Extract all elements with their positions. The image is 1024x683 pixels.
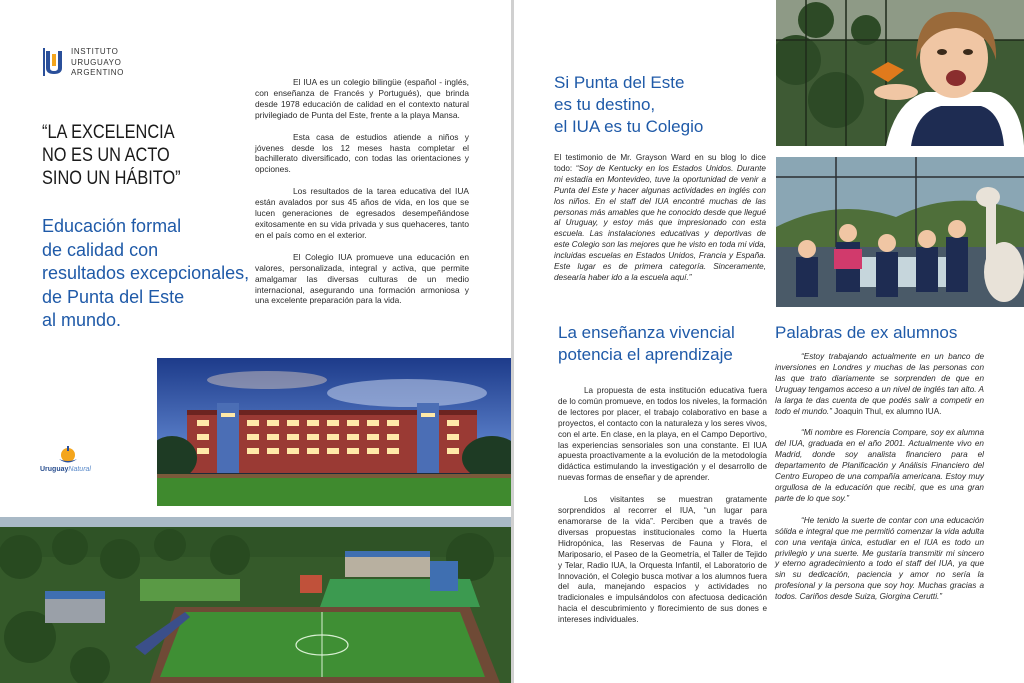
left-page xyxy=(0,0,511,683)
lede-line: de calidad con xyxy=(42,239,159,260)
lede-line: resultados excepcionales, xyxy=(42,263,250,283)
lede-line: Educación formal xyxy=(42,216,182,236)
vivencial-paragraph: Los visitantes se muestran gratamente sorprendidos al recorrer el IUA, “un lugar para enamorarse de la vida”. Perciben que a través de diversas propuestas institucionales como la Huerta Hidropónica, las Reservas de Fauna y Flora, el Mariposario, el Paseo de la Geometría, el Taller de Tejido y Telar, Radio IUA, la Orquesta Infantil, el Laboratorio de Innovación, el Colegio busca motivar a los alumnos fuera del aula, manejando espacios y actividades no tradicionales e impulsándolos con afectuosa dedicación hacia el descubrimiento y florecimiento de sus dones e intereses individuales. xyxy=(558,495,767,625)
butterfly-girl-photo xyxy=(776,0,1024,146)
logo-line: INSTITUTO xyxy=(71,47,119,56)
heading-line: La enseñanza vivencial xyxy=(558,323,735,342)
outdoor-class-photo xyxy=(776,157,1024,307)
motto-line: “LA EXCELENCIA xyxy=(42,122,175,143)
logo-line: ARGENTINO xyxy=(71,68,124,77)
brand-uruguay: Uruguay xyxy=(40,466,69,473)
alumni-column xyxy=(775,352,984,614)
alumni-quote xyxy=(775,352,984,417)
intro-paragraph: El IUA es un colegio bilingüe (español - inglés, con enseñanza de Francés y Portugués), que brinda desde 1978 educación de calidad en el contexto natural privilegiado de Punta del Este, frente a la playa Mansa. xyxy=(255,77,469,120)
heading-line: el IUA es tu Colegio xyxy=(554,117,704,136)
motto-line: NO ES UN ACTO xyxy=(42,145,170,166)
motto-quote xyxy=(42,121,214,190)
heading-palabras: Palabras de ex alumnos xyxy=(775,323,958,342)
campus-aerial-photo xyxy=(0,517,511,683)
logo-text xyxy=(71,47,124,79)
logo-line: URUGUAYO xyxy=(71,57,122,67)
uruguay-natural-brand xyxy=(40,466,91,473)
heading-line: Si Punta del Este xyxy=(554,73,685,92)
testimony-block xyxy=(554,153,766,284)
school-night-photo xyxy=(157,358,511,506)
alumni-quote-text: “Estoy trabajando actualmente en un banco de inversiones en Londres y muchas de las personas con las que trato diariamente se sorprenden de que en Uruguay tengamos acceso a un nivel de inglés tan alto. A la larga te das cuenta de que podés salir a competir en todo el mundo.” xyxy=(775,352,984,416)
alumni-quote xyxy=(775,516,984,603)
alumni-quote xyxy=(775,428,984,504)
uruguay-natural-logo-icon xyxy=(55,446,81,466)
lede-line: de Punta del Este xyxy=(42,286,185,307)
intro-paragraph: Esta casa de estudios atiende a niños y jóvenes desde los 12 meses hasta completar el bachillerato diversificado, con todas las orientaciones y opciones. xyxy=(255,131,469,175)
intro-column xyxy=(255,77,469,317)
vivencial-column xyxy=(558,386,767,637)
right-page xyxy=(514,0,1024,683)
vivencial-paragraph: La propuesta de esta institución educativa fuera de lo común promueve, en todos los niveles, la formación de lectores por placer, el trabajo colaborativo en base a proyectos, el contacto con la naturaleza y los seres vivos, con el arte. En clase, en la playa, en el Campo Deportivo, las experiencias sensoriales son una constante. El IUA apuesta proactivamente a la evolución de la metodología didáctica estimulando la investigación y el desarrollo de nuevas formas de enseñar y de aprender. xyxy=(558,386,767,483)
heading-line: es tu destino, xyxy=(554,95,656,114)
brand-natural: Natural xyxy=(68,466,91,473)
lede-line: al mundo. xyxy=(42,310,122,330)
intro-paragraph: El Colegio IUA promueve una educación en valores, personalizada, integral y activa, que permite amalgamar las diversas culturas de un medio internacional, asegurando una formación armoniosa y una excelente preparación para la vida. xyxy=(255,251,469,306)
alumni-quote-text: “He tenido la suerte de contar con una educación sólida e integral que me permitió comenzar la vida adulta con una ventaja única, estudiar en el IUA es todo un privilegio y una suerte. Me gustaría transmitir mi sincero y eterno agradecimiento a todo el staff del IUA, ya que sin su dedicación, paciencia y amor no sería la profesional y la persona que soy hoy. Muchas gracias a todos. Cariños desde Suiza, Giorgina Cerutti.” xyxy=(775,515,984,602)
lede-heading xyxy=(42,215,257,333)
heading-vivencial xyxy=(558,322,758,366)
testimony-quote: “Soy de Kentucky en los Estados Unidos. Durante mi estadía en Montevideo, tuve la oportunidad de venir a Punta del Este y hacer algunas actividades en inglés con los niños. En el staff del IUA encontré muchas de las personas más amables que he conocido desde que llegué al Uruguay, y estoy más que impresionado con esta escuela. Las instalaciones educativas y deportivas de este Colegio son las mejores que he visto en toda mi vida, incluidas escuelas en Estados Unidos, Francia y España. Este lugar es de primera categoría. Sinceramente, desearía haber ido a la escuela aquí.” xyxy=(554,163,766,282)
alumni-quote-text: “Mi nombre es Florencia Compare, soy ex alumna del IUA, graduada en el año 2001. Actualmente vivo en Madrid, donde soy analista financiero para el departamento de Planificación y Análisis Financiero del Centro Europeo de una compañía americana. Estoy muy orgullosa de la educación que recibí, que es una gran parte de lo que soy.” xyxy=(775,428,984,503)
heading-line: potencia el aprendizaje xyxy=(558,345,733,364)
iua-logo-icon xyxy=(43,48,65,76)
testimony-intro: El testimonio de Mr. Grayson Ward en su blog lo dice todo: xyxy=(554,153,766,173)
intro-paragraph: Los resultados de la tarea educativa del IUA están avalados por sus 45 años de vida, en los que se lucen generaciones de egresados desempeñándose exitosamente en su vida privada y sus quehaceres, tanto en el país como en el exterior. xyxy=(255,186,469,240)
heading-punta xyxy=(554,72,754,138)
alumni-author: Joaquin Thul, ex alumno IUA. xyxy=(831,406,942,416)
motto-line: SINO UN HÁBITO” xyxy=(42,168,181,189)
